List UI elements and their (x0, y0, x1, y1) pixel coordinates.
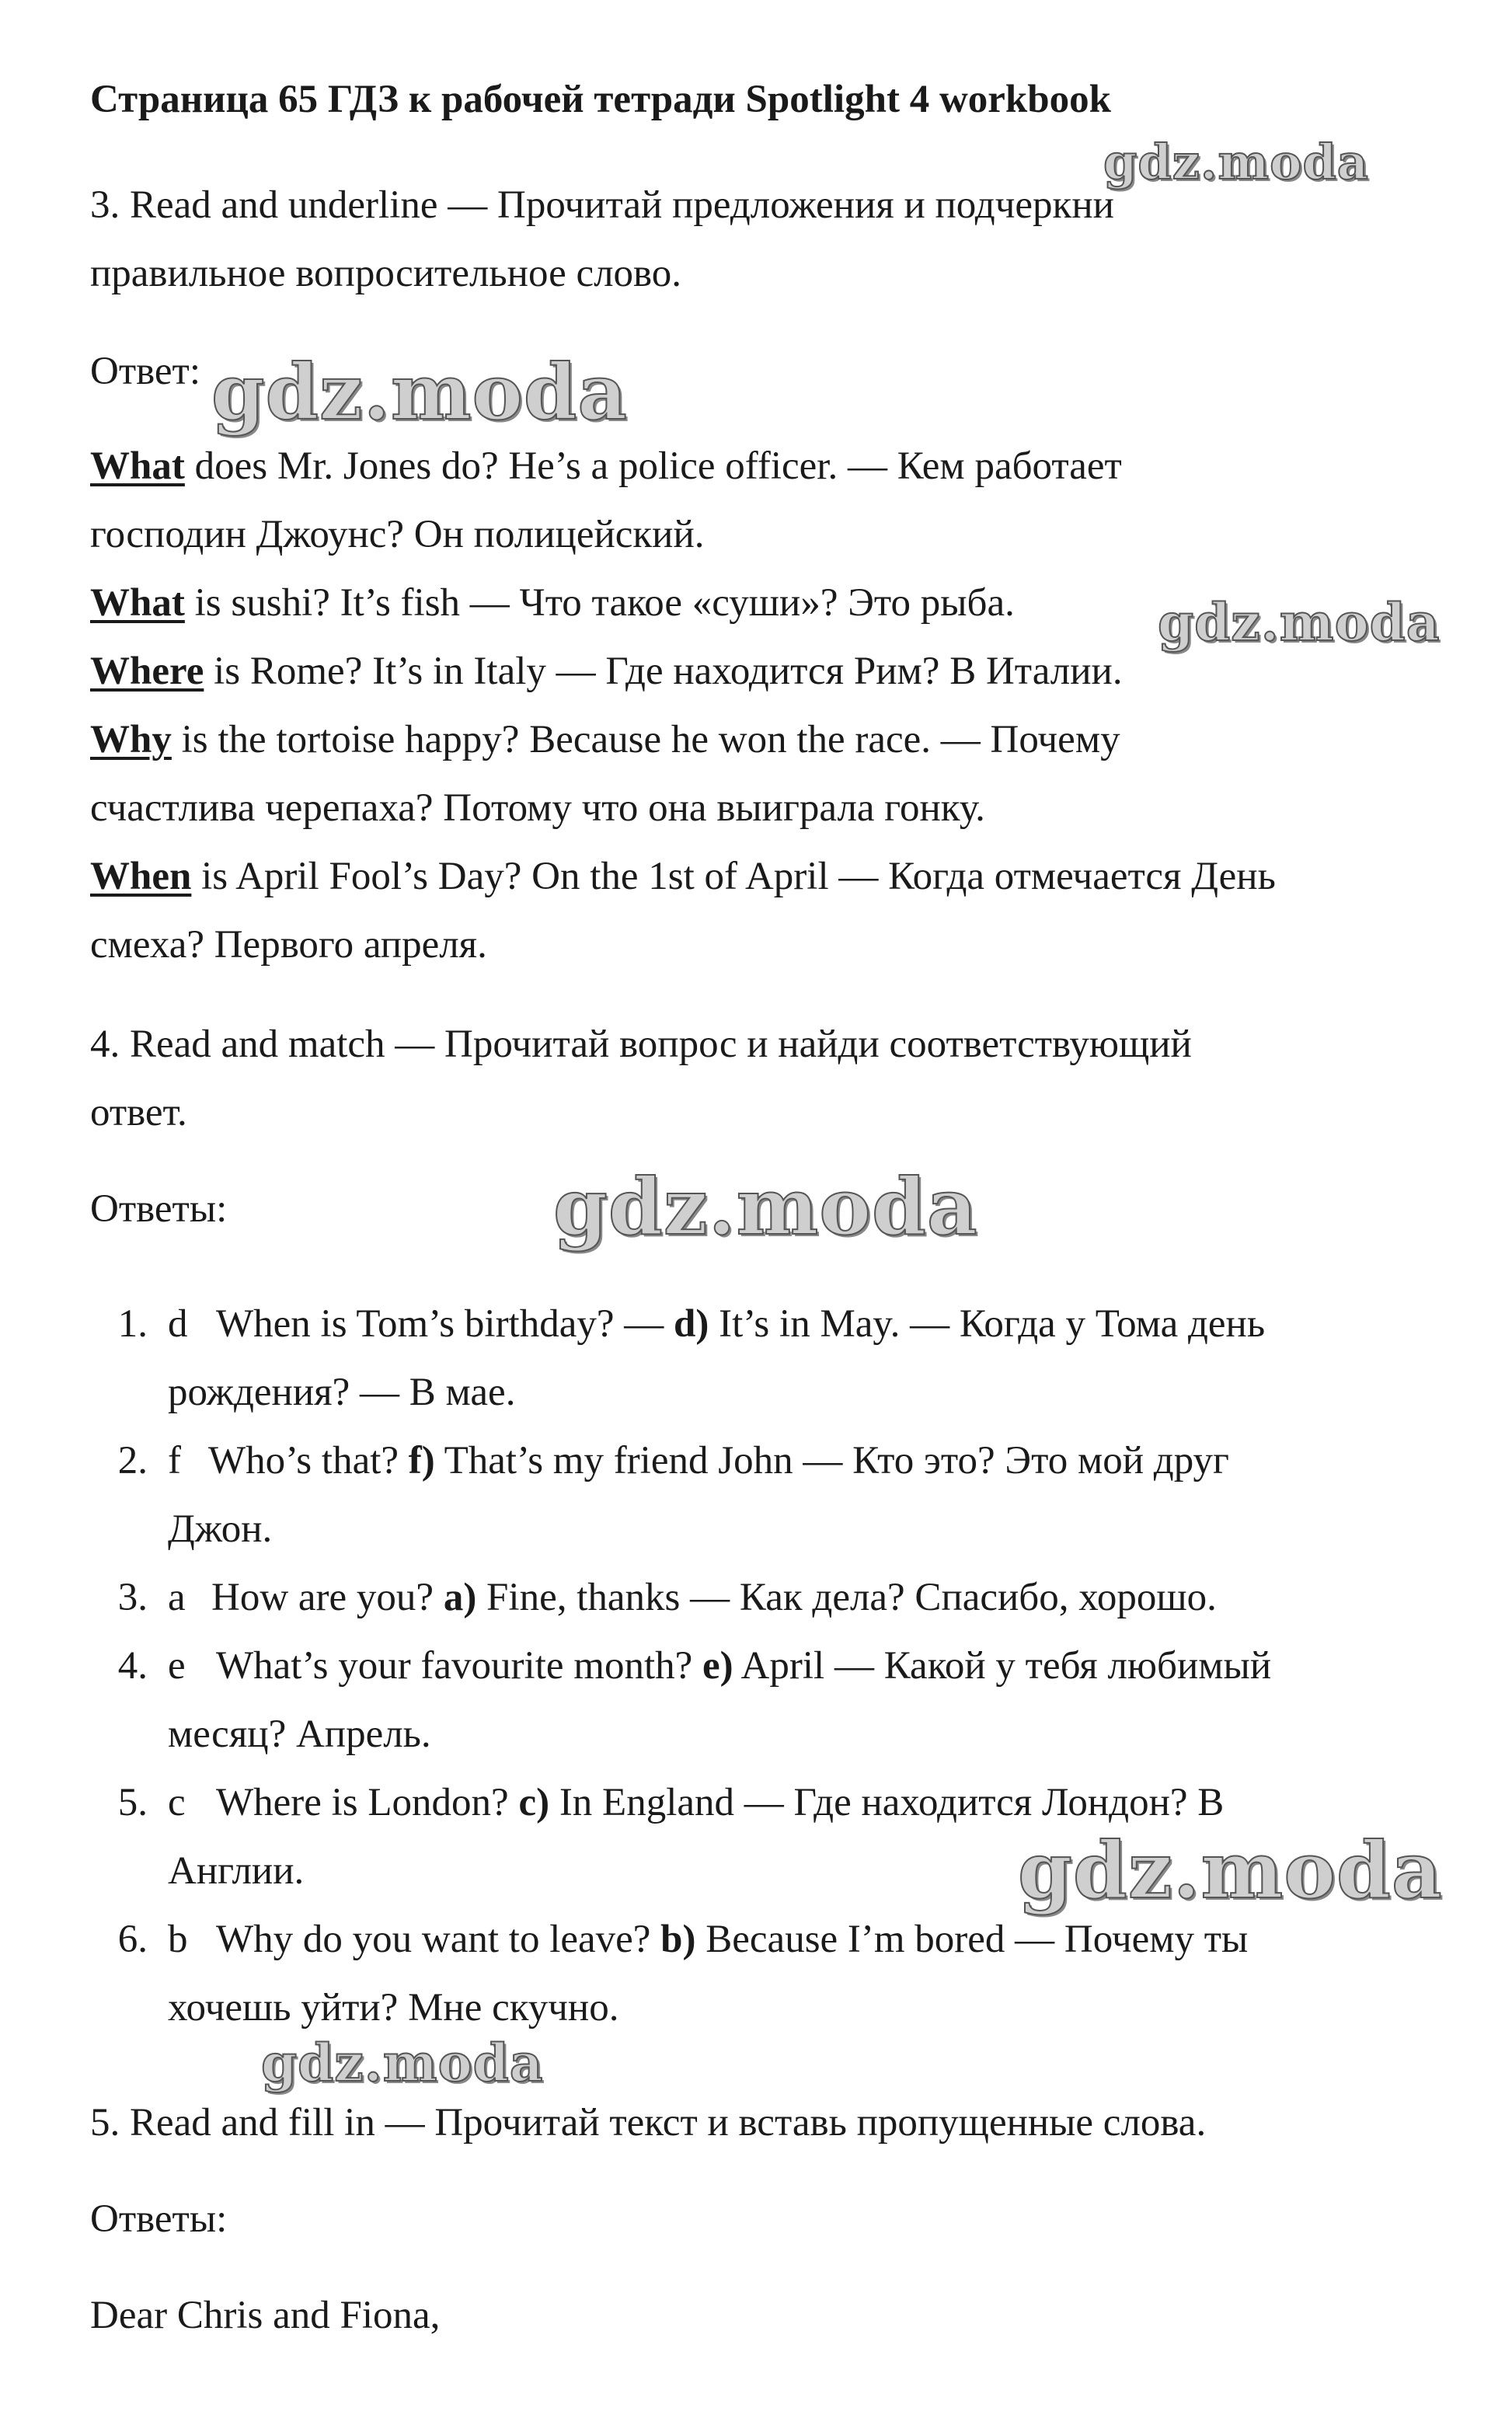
ex3-answer-text: is Rome? It’s in Italy — Где находится Рим? В Италии. (204, 650, 1123, 693)
answer-text: In England — Где находится Лондон? В (549, 1781, 1225, 1824)
list-item-number: 6. (117, 1918, 148, 1961)
watermark-logo: gdz.moda (1158, 592, 1441, 653)
answer-key: c) (518, 1781, 550, 1824)
answer-text: It’s in May. — Когда у Тома день (709, 1302, 1266, 1346)
watermark-logo: gdz.moda (553, 1161, 978, 1253)
question-text: How are you? (211, 1576, 444, 1619)
ex3-heading-line-1: 3. Read and underline — Прочитай предложения и подчеркни (90, 183, 1114, 227)
answer-key: f) (408, 1439, 435, 1483)
question-text: Who’s that? (208, 1439, 409, 1483)
underlined-question-word: When (90, 855, 192, 898)
answer-key: a) (443, 1576, 477, 1619)
ex5-greeting: Dear Chris and Fiona, (90, 2294, 441, 2337)
list-item (168, 1574, 1217, 1621)
list-item-number: 4. (117, 1644, 148, 1688)
list-item (168, 1643, 1271, 1689)
list-item (168, 1437, 1229, 1484)
ex5-heading: 5. Read and fill in — Прочитай текст и вставь пропущенные слова. (90, 2101, 1207, 2145)
watermark-logo: gdz.moda (211, 348, 628, 437)
answer-key: b) (660, 1918, 696, 1961)
ex5-answer-label: Ответы: (90, 2197, 228, 2241)
underlined-question-word: What (90, 581, 185, 625)
question-text: When is Tom’s birthday? — (216, 1302, 674, 1346)
list-item-cont: хочешь уйти? Мне скучно. (168, 1986, 619, 2030)
watermark-logo: gdz.moda (261, 2033, 544, 2093)
list-item (168, 1916, 1248, 1963)
ex3-answer-4-cont: счастлива черепаха? Потому что она выиграла гонку. (90, 786, 985, 830)
match-letter: d (168, 1302, 188, 1346)
ex3-heading-line-2: правильное вопросительное слово. (90, 252, 682, 295)
list-item-cont: рождения? — В мае. (168, 1371, 516, 1414)
list-item-cont: Джон. (168, 1507, 273, 1551)
watermark-logo: gdz.moda (1018, 1824, 1443, 1916)
ex3-answer-text: is sushi? It’s fish — Что такое «суши»? Это рыба. (184, 581, 1015, 625)
list-item-number: 3. (117, 1576, 148, 1619)
list-item-cont: Англии. (168, 1849, 305, 1893)
match-letter: b (168, 1918, 188, 1961)
ex4-heading-line-2: ответ. (90, 1091, 187, 1134)
ex4-heading-line-1: 4. Read and match — Прочитай вопрос и найди соответствующий (90, 1023, 1192, 1066)
ex3-answer-1-cont: господин Джоунс? Он полицейский. (90, 513, 705, 556)
answer-text: Because I’m bored — Почему ты (695, 1918, 1249, 1961)
answer-text: Fine, thanks — Как дела? Спасибо, хорошо. (476, 1576, 1217, 1619)
list-item-cont: месяц? Апрель. (168, 1712, 431, 1756)
ex3-answer-text: is the tortoise happy? Because he won the race. — Почему (171, 718, 1120, 761)
list-item (168, 1779, 1224, 1826)
underlined-question-word: Why (90, 718, 172, 761)
underlined-question-word: Where (90, 650, 204, 693)
watermark-logo: gdz.moda (1103, 134, 1369, 190)
list-item-number: 5. (117, 1781, 148, 1824)
match-letter: c (168, 1781, 186, 1824)
ex3-answer-5 (90, 853, 1276, 900)
ex4-answer-label: Ответы: (90, 1187, 228, 1231)
answer-text: April — Какой у тебя любимый (733, 1644, 1272, 1688)
ex3-answer-2 (90, 580, 1015, 626)
answer-text: That’s my friend John — Кто это? Это мой друг (434, 1439, 1229, 1483)
list-item-number: 1. (117, 1302, 148, 1346)
ex3-answer-label: Ответ: (90, 350, 200, 393)
match-letter: a (168, 1576, 186, 1619)
question-text: Why do you want to leave? (216, 1918, 661, 1961)
ex3-answer-text: is April Fool’s Day? On the 1st of April — Когда отмечается День (191, 855, 1276, 898)
underlined-question-word: What (90, 444, 185, 488)
page-title: Страница 65 ГДЗ к рабочей тетради Spotlight 4 workbook (90, 78, 1111, 121)
match-letter: e (168, 1644, 186, 1688)
match-letter: f (168, 1439, 181, 1483)
ex3-answer-3 (90, 648, 1123, 695)
ex3-answer-text: does Mr. Jones do? He’s a police officer. — Кем работает (184, 444, 1122, 488)
question-text: Where is London? (216, 1781, 519, 1824)
list-item (168, 1301, 1265, 1347)
answer-key: e) (702, 1644, 733, 1688)
list-item-number: 2. (117, 1439, 148, 1483)
question-text: What’s your favourite month? (216, 1644, 702, 1688)
answer-key: d) (674, 1302, 709, 1346)
ex3-answer-5-cont: смеха? Первого апреля. (90, 923, 487, 967)
ex3-answer-1 (90, 443, 1122, 490)
ex3-answer-4 (90, 716, 1120, 763)
